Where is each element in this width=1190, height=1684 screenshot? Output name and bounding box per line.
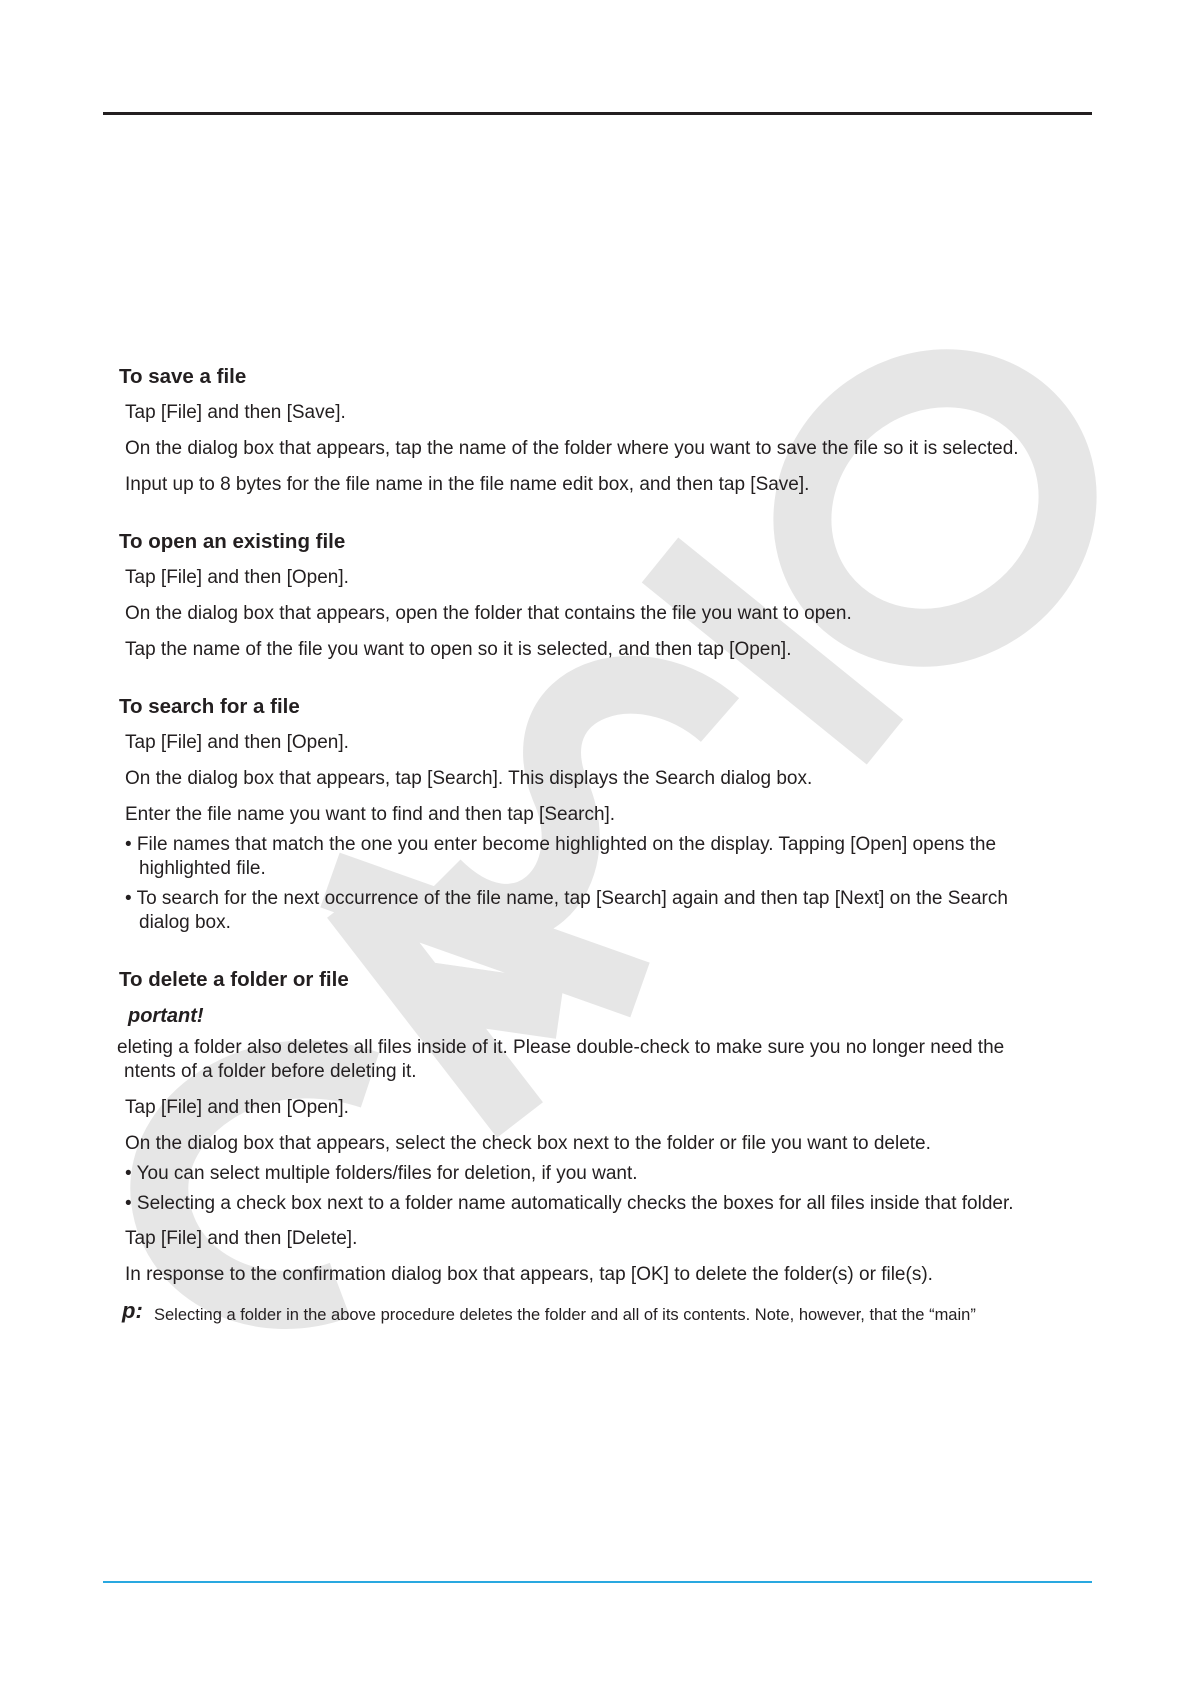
search-bullet-1-line-2: highlighted file. <box>139 858 266 879</box>
heading-open-file: To open an existing file <box>119 530 346 553</box>
save-step-1: Tap [File] and then [Save]. <box>125 402 346 423</box>
delete-bullet-1: • You can select multiple folders/files for deletion, if you want. <box>125 1163 638 1184</box>
open-step-2: On the dialog box that appears, open the folder that contains the file you want to open. <box>125 603 852 624</box>
save-step-2: On the dialog box that appears, tap the name of the folder where you want to save the file so it is selected. <box>125 438 1019 459</box>
footer-rule <box>103 1581 1092 1583</box>
header-rule <box>103 112 1092 115</box>
tip-label: p: <box>122 1298 143 1323</box>
search-bullet-1-line-1: • File names that match the one you enter become highlighted on the display. Tapping [Open] opens the <box>125 834 997 855</box>
watermark-letter-s <box>440 685 720 913</box>
search-step-3: Enter the file name you want to find and then tap [Search]. <box>125 804 616 825</box>
watermark-letter-a <box>330 880 640 1120</box>
heading-delete-folder-file: To delete a folder or file <box>119 968 349 991</box>
open-step-1: Tap [File] and then [Open]. <box>125 567 349 588</box>
save-step-3: Input up to 8 bytes for the file name in the file name edit box, and then tap [Save]. <box>125 474 810 495</box>
tip-text: Selecting a folder in the above procedure deletes the folder and all of its contents. Note, however, that the “main” <box>154 1306 976 1324</box>
important-text-line-2: ntents of a folder before deleting it. <box>124 1061 417 1082</box>
delete-step-4: In response to the confirmation dialog box that appears, tap [OK] to delete the folder(s) or file(s). <box>125 1264 933 1285</box>
important-text-line-1: eleting a folder also deletes all files inside of it. Please double-check to make sure you no longer need the <box>117 1037 1005 1058</box>
heading-save-file: To save a file <box>119 365 247 388</box>
open-step-3: Tap the name of the file you want to open so it is selected, and then tap [Open]. <box>125 639 792 660</box>
delete-step-3: Tap [File] and then [Delete]. <box>125 1228 358 1249</box>
important-label: portant! <box>128 1005 204 1027</box>
heading-search-file: To search for a file <box>119 695 300 718</box>
search-step-1: Tap [File] and then [Open]. <box>125 732 349 753</box>
search-bullet-2-line-2: dialog box. <box>139 912 231 933</box>
search-step-2: On the dialog box that appears, tap [Search]. This displays the Search dialog box. <box>125 768 813 789</box>
watermark-letter-o <box>750 325 1120 691</box>
delete-bullet-2: • Selecting a check box next to a folder name automatically checks the boxes for all files inside that folder. <box>125 1193 1014 1214</box>
delete-step-1: Tap [File] and then [Open]. <box>125 1097 349 1118</box>
delete-step-2: On the dialog box that appears, select the check box next to the folder or file you want to delete. <box>125 1133 931 1154</box>
search-bullet-2-line-1: • To search for the next occurrence of the file name, tap [Search] again and then tap [Next] on the Search <box>125 888 1008 909</box>
